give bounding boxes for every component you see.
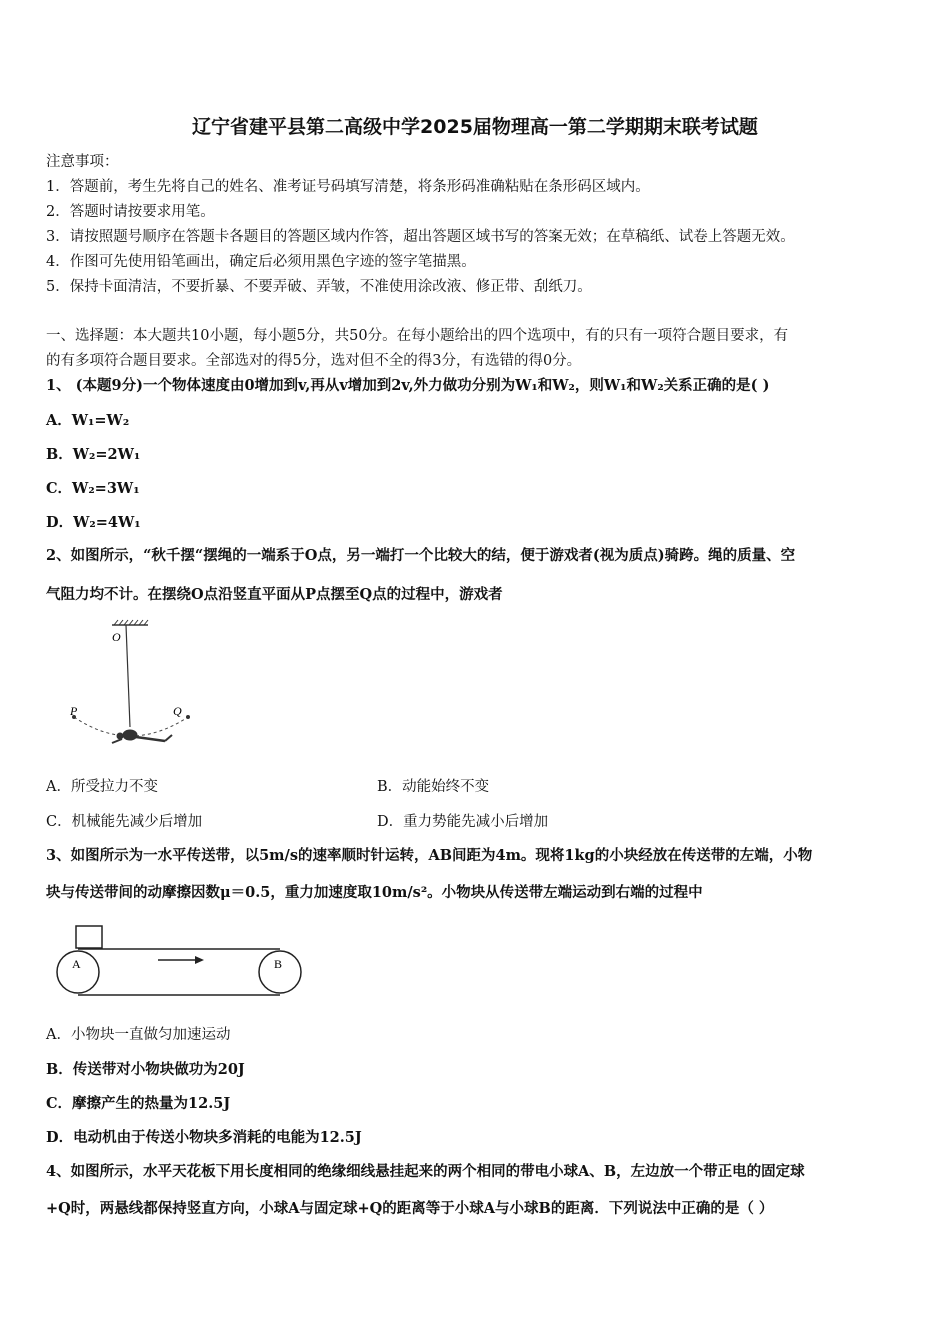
q4-stem-line1: 4、如图所示，水平天花板下用长度相同的绝缘细线悬挂起来的两个相同的带电小球A、B，左边放一个带正电的固定球 <box>46 1163 805 1180</box>
conveyor-figure <box>52 922 306 1002</box>
pulley-a-label: A <box>72 957 81 971</box>
q4-stem-line2: +Q时，两悬线都保持竖直方向，小球A与固定球+Q的距离等于小球A与小球B的距离．下列说法中正确的是（ ） <box>46 1200 774 1217</box>
q1-option-b: B．W₂=2W₁ <box>46 446 141 463</box>
swing-figure <box>60 615 200 765</box>
q3-stem-line1: 3、如图所示为一水平传送带，以5m/s的速率顺时针运转，AB间距为4m。现将1kg的小块经放在传送带的左端，小物 <box>46 847 813 864</box>
arrow-head <box>195 956 204 964</box>
point-q-label: Q <box>173 704 182 718</box>
q2-option-a: A．所受拉力不变 <box>46 779 158 795</box>
q3-option-b: B．传送带对小物块做功为20J <box>46 1061 245 1078</box>
q2-option-d: D．重力势能先减小后增加 <box>377 814 549 830</box>
q2-stem-line2: 气阻力均不计。在摆绕O点沿竖直平面从P点摆至Q点的过程中，游戏者 <box>46 586 503 603</box>
q2-option-b: B．动能始终不变 <box>377 779 490 795</box>
section-instructions-line2: 的有多项符合题目要求。全部选对的得5分，选对但不全的得3分，有选错的得0分。 <box>46 353 582 369</box>
notice-item: 1．答题前，考生先将自己的姓名、准考证号码填写清楚，将条形码准确粘贴在条形码区域内。 <box>46 179 650 195</box>
pulley-b-label: B <box>274 957 283 971</box>
section-instructions-line1: 一、选择题：本大题共10小题，每小题5分，共50分。在每小题给出的四个选项中，有的只有一项符合题目要求，有 <box>46 328 789 344</box>
q3-option-c: C．摩擦产生的热量为12.5J <box>46 1095 231 1112</box>
notice-item: 2．答题时请按要求用笔。 <box>46 204 215 220</box>
block <box>76 926 102 948</box>
player-figure <box>112 730 172 743</box>
q1-option-c: C．W₂=3W₁ <box>46 480 140 497</box>
page-title: 辽宁省建平县第二高级中学2025届物理高一第二学期期末联考试题 <box>192 116 758 138</box>
q3-option-a: A．小物块一直做匀加速运动 <box>46 1027 231 1043</box>
q3-option-d: D．电动机由于传送小物块多消耗的电能为12.5J <box>46 1129 362 1146</box>
point-p-label: P <box>70 704 78 718</box>
notice-item: 5．保持卡面清洁，不要折暴、不要弄破、弄皱，不准使用涂改液、修正带、刮纸刀。 <box>46 279 592 295</box>
notice-heading: 注意事项： <box>46 154 119 170</box>
q2-stem-line1: 2、如图所示，“秋千摆“摆绳的一端系于O点，另一端打一个比较大的结，便于游戏者(视为质点)骑跨。绳的质量、空 <box>46 547 796 564</box>
notice-item: 3．请按照题号顺序在答题卡各题目的答题区域内作答，超出答题区域书写的答案无效；在草稿纸、试卷上答题无效。 <box>46 229 795 245</box>
point-q-dot <box>186 715 190 719</box>
notice-item: 4．作图可先使用铅笔画出，确定后必须用黑色字迹的签字笔描黑。 <box>46 254 476 270</box>
q1-option-a: A．W₁=W₂ <box>46 412 130 429</box>
q2-option-c: C．机械能先减少后增加 <box>46 814 203 830</box>
q1-option-d: D．W₂=4W₁ <box>46 514 141 531</box>
swing-rope <box>126 625 130 727</box>
q3-stem-line2: 块与传送带间的动摩擦因数μ＝0.5，重力加速度取10m/s²。小物块从传送带左端运动到右端的过程中 <box>46 884 703 901</box>
point-o-label: O <box>112 630 121 644</box>
q1-stem: 1、 (本题9分)一个物体速度由0增加到v,再从v增加到2v,外力做功分别为W₁和W₂，则W₁和W₂关系正确的是( ) <box>46 377 770 394</box>
